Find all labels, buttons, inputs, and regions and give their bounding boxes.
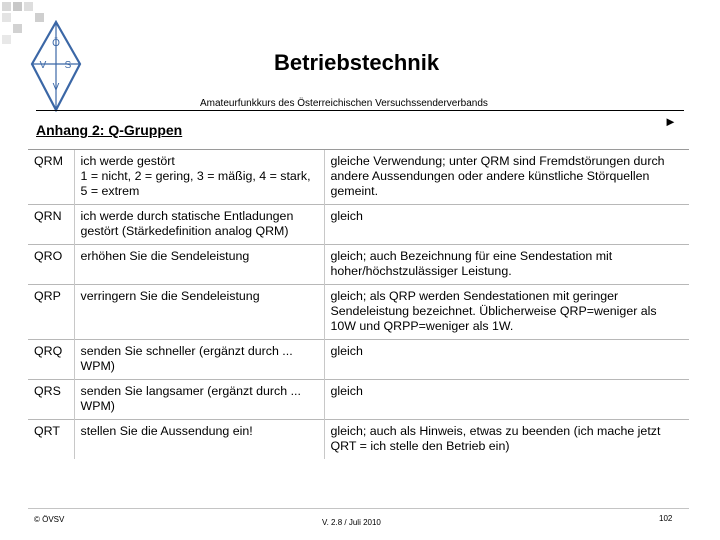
table-row xyxy=(28,420,689,460)
q-codes-table xyxy=(28,149,689,459)
table-row xyxy=(28,340,689,380)
q-code-cell: QRN xyxy=(28,205,74,245)
q-usage-cell: gleich xyxy=(324,205,689,245)
q-code-cell: QRP xyxy=(28,285,74,340)
table-row xyxy=(28,205,689,245)
table-row xyxy=(28,380,689,420)
logo-letter-v1: V xyxy=(39,60,47,71)
table-row xyxy=(28,150,689,205)
footer-divider xyxy=(28,508,689,509)
q-meaning-cell: verringern Sie die Sendeleistung xyxy=(74,285,324,340)
q-usage-cell: gleich; auch als Hinweis, etwas zu beenden (ich mache jetzt QRT = ich stelle den Betrieb ein) xyxy=(324,420,689,460)
q-meaning-cell: ich werde gestört 1 = nicht, 2 = gering, 3 = mäßig, 4 = stark, 5 = extrem xyxy=(74,150,324,205)
q-code-cell: QRO xyxy=(28,245,74,285)
q-code-cell: QRQ xyxy=(28,340,74,380)
q-usage-cell: gleich; als QRP werden Sendestationen mit geringer Sendeleistung bezeichnet. Üblicherweise QRP=weniger als 10W und QRPP=weniger als 1W. xyxy=(324,285,689,340)
table-row xyxy=(28,245,689,285)
q-meaning-cell: senden Sie schneller (ergänzt durch ... WPM) xyxy=(74,340,324,380)
q-code-cell: QRT xyxy=(28,420,74,460)
q-code-cell: QRS xyxy=(28,380,74,420)
page-subtitle: Amateurfunkkurs des Österreichischen Versuchssenderverbands xyxy=(200,98,488,109)
q-usage-cell: gleich xyxy=(324,340,689,380)
logo-letter-s: S xyxy=(64,60,72,71)
oevsv-logo xyxy=(30,20,82,112)
q-code-cell: QRM xyxy=(28,150,74,205)
q-meaning-cell: erhöhen Sie die Sendeleistung xyxy=(74,245,324,285)
footer-version: V. 2.8 / Juli 2010 xyxy=(322,518,381,527)
page-number: 102 xyxy=(659,514,673,523)
table-row xyxy=(28,285,689,340)
logo-letter-v2: V xyxy=(52,82,60,93)
next-slide-arrow-icon[interactable]: ► xyxy=(664,114,677,129)
q-usage-cell: gleiche Verwendung; unter QRM sind Fremdstörungen durch andere Aussendungen oder andere künstliche Störquellen gemeint. xyxy=(324,150,689,205)
q-usage-cell: gleich xyxy=(324,380,689,420)
header-divider xyxy=(36,110,684,111)
q-meaning-cell: senden Sie langsamer (ergänzt durch ... WPM) xyxy=(74,380,324,420)
footer-copyright: © ÖVSV xyxy=(34,515,65,524)
q-meaning-cell: stellen Sie die Aussendung ein! xyxy=(74,420,324,460)
section-heading: Anhang 2: Q-Gruppen xyxy=(36,122,183,138)
logo-letter-oe: Ö xyxy=(52,38,60,49)
page-title: Betriebstechnik xyxy=(274,50,440,75)
q-usage-cell: gleich; auch Bezeichnung für eine Sendestation mit hoher/höchstzulässiger Leistung. xyxy=(324,245,689,285)
q-meaning-cell: ich werde durch statische Entladungen gestört (Stärkedefinition analog QRM) xyxy=(74,205,324,245)
